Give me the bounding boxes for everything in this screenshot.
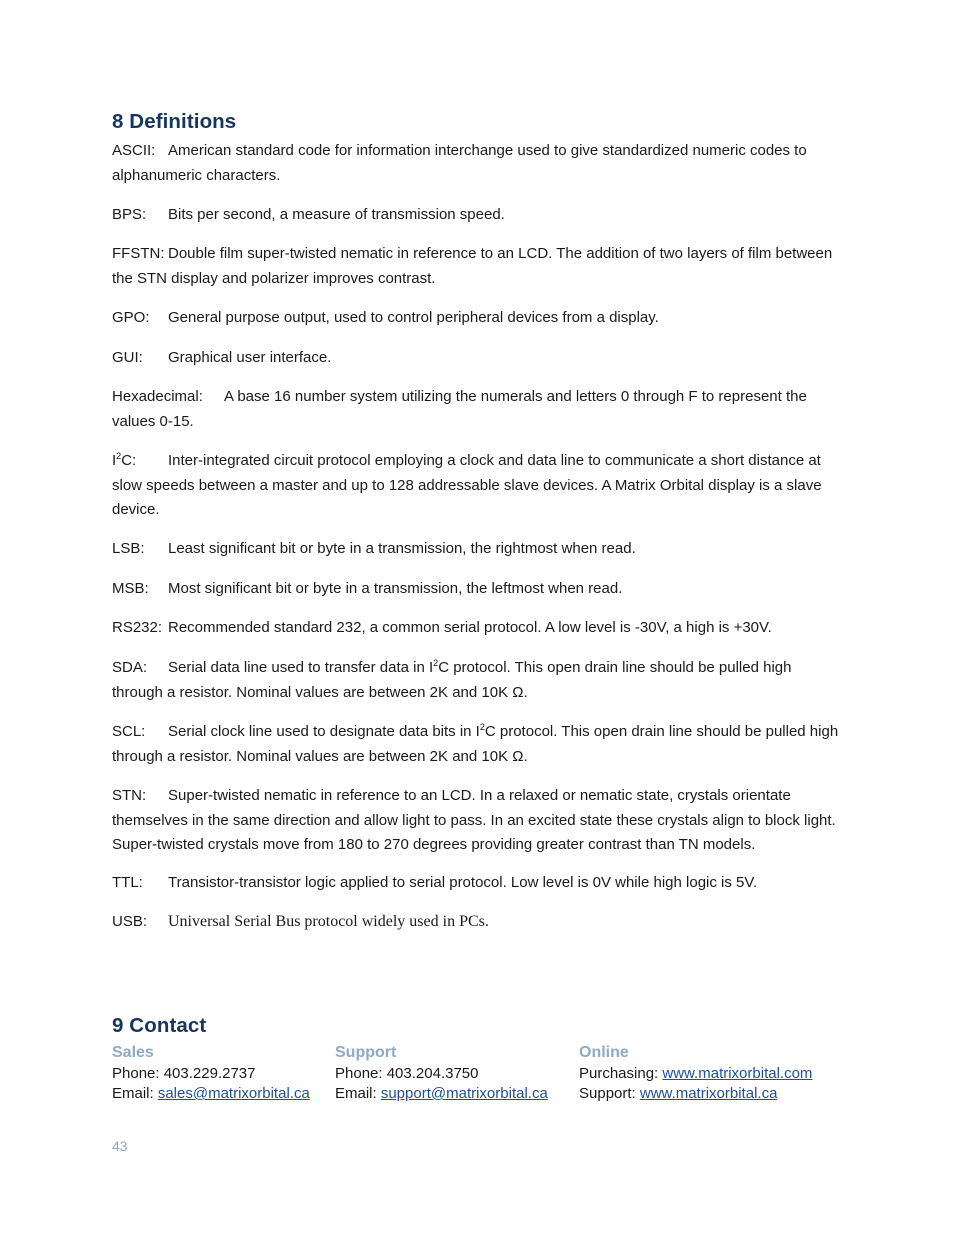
support-label: Support: [579, 1085, 640, 1102]
term-part: C: [121, 452, 137, 469]
online-purchasing [579, 1064, 812, 1084]
text-part: Serial data line used to transfer data in I [168, 659, 434, 676]
definition-text: General purpose output, used to control peripheral devices from a display. [168, 309, 659, 326]
definition-text [112, 723, 838, 765]
definition-scl [112, 720, 844, 769]
definition-term: SCL: [112, 723, 146, 740]
definition-term: GPO: [112, 309, 150, 326]
sales-email [112, 1084, 310, 1104]
definition-term: USB: [112, 913, 148, 930]
definition-term [112, 449, 168, 474]
definition-text: Bits per second, a measure of transmission speed. [168, 206, 505, 223]
page-number: 43 [112, 1138, 128, 1154]
contact-support [335, 1042, 548, 1104]
purchasing-link[interactable]: www.matrixorbital.com [662, 1065, 813, 1082]
email-label: Email: [112, 1085, 158, 1102]
definition-hexadecimal [112, 385, 844, 434]
phone-label: Phone: [335, 1065, 387, 1082]
definition-text: Recommended standard 232, a common serial protocol. A low level is -30V, a high is +30V. [168, 619, 772, 636]
definition-text: Transistor-transistor logic applied to serial protocol. Low level is 0V while high logic is 5V. [168, 874, 758, 891]
definition-text: Inter-integrated circuit protocol employing a clock and data line to communicate a short distance at slow speeds between a master and up to 128 addressable slave devices. A Matrix Orbital display is a slave device. [112, 452, 822, 518]
definition-term: LSB: [112, 540, 145, 557]
support-email-link[interactable]: support@matrixorbital.ca [380, 1085, 548, 1102]
text-part: Serial clock line used to designate data bits in I [168, 723, 480, 740]
definition-text: Double film super-twisted nematic in reference to an LCD. The addition of two layers of film between the STN display and polarizer improves contrast. [112, 245, 833, 287]
definition-term: BPS: [112, 206, 147, 223]
definition-term: MSB: [112, 580, 149, 597]
definition-term: ASCII: [112, 142, 156, 159]
email-label: Email: [335, 1085, 381, 1102]
definition-gpo [112, 306, 844, 331]
text-superscript: 2 [433, 658, 439, 668]
text-part: C protocol. This open drain line should be pulled high through a resistor. Nominal values are between 2K and 10K Ω. [112, 659, 792, 701]
definition-text: Universal Serial Bus protocol widely used in PCs. [168, 913, 489, 930]
definition-sda [112, 656, 844, 705]
sales-phone [112, 1064, 310, 1084]
support-email [335, 1084, 548, 1104]
definition-term: STN: [112, 787, 147, 804]
definition-usb [112, 910, 844, 935]
text-part: C protocol. This open drain line should be pulled high through a resistor. Nominal values are between 2K and 10K Ω. [112, 723, 839, 765]
definition-ascii [112, 139, 844, 188]
definition-text: Graphical user interface. [168, 349, 332, 366]
definition-text: Most significant bit or byte in a transmission, the leftmost when read. [168, 580, 623, 597]
definition-text: Super-twisted nematic in reference to an LCD. In a relaxed or nematic state, crystals orientate themselves in the same direction and allow light to pass. In an excited state these crystals align to block light. Super-twisted crystals move from 180 to 270 degrees providing greater contrast than TN models. [112, 787, 836, 853]
phone-number: 403.229.2737 [163, 1065, 256, 1082]
definition-ttl [112, 871, 844, 896]
definition-term: TTL: [112, 874, 143, 891]
definition-stn [112, 784, 844, 858]
definition-term: Hexadecimal: [112, 388, 203, 405]
definition-text: Least significant bit or byte in a transmission, the rightmost when read. [168, 540, 636, 557]
text-superscript: 2 [479, 722, 485, 732]
definition-term: RS232: [112, 619, 163, 636]
definition-ffstn [112, 242, 844, 291]
definition-msb [112, 577, 844, 602]
support-phone [335, 1064, 548, 1084]
definition-text [112, 659, 791, 701]
definition-term: FFSTN: [112, 245, 165, 262]
online-heading: Online [579, 1044, 629, 1061]
contact-sales [112, 1042, 310, 1104]
phone-label: Phone: [112, 1065, 164, 1082]
support-heading: Support [335, 1044, 397, 1061]
definition-term: SDA: [112, 659, 148, 676]
contact-heading: 9 Contact [112, 1014, 207, 1037]
definition-bps [112, 203, 844, 228]
definition-rs232 [112, 616, 844, 641]
definition-text: A base 16 number system utilizing the numerals and letters 0 through F to represent the values 0-15. [112, 388, 807, 430]
term-superscript: 2 [116, 451, 122, 461]
purchasing-label: Purchasing: [579, 1065, 663, 1082]
definition-i2c [112, 449, 844, 523]
definitions-heading: 8 Definitions [112, 110, 237, 133]
definition-text: American standard code for information interchange used to give standardized numeric codes to alphanumeric characters. [112, 142, 807, 184]
term-part: I [112, 452, 117, 469]
online-support [579, 1084, 812, 1104]
contact-online [579, 1042, 812, 1104]
definition-term: GUI: [112, 349, 143, 366]
definition-lsb [112, 537, 844, 562]
support-site-link[interactable]: www.matrixorbital.ca [639, 1085, 778, 1102]
definition-gui [112, 346, 844, 371]
sales-email-link[interactable]: sales@matrixorbital.ca [157, 1085, 310, 1102]
sales-heading: Sales [112, 1044, 154, 1061]
phone-number: 403.204.3750 [386, 1065, 479, 1082]
